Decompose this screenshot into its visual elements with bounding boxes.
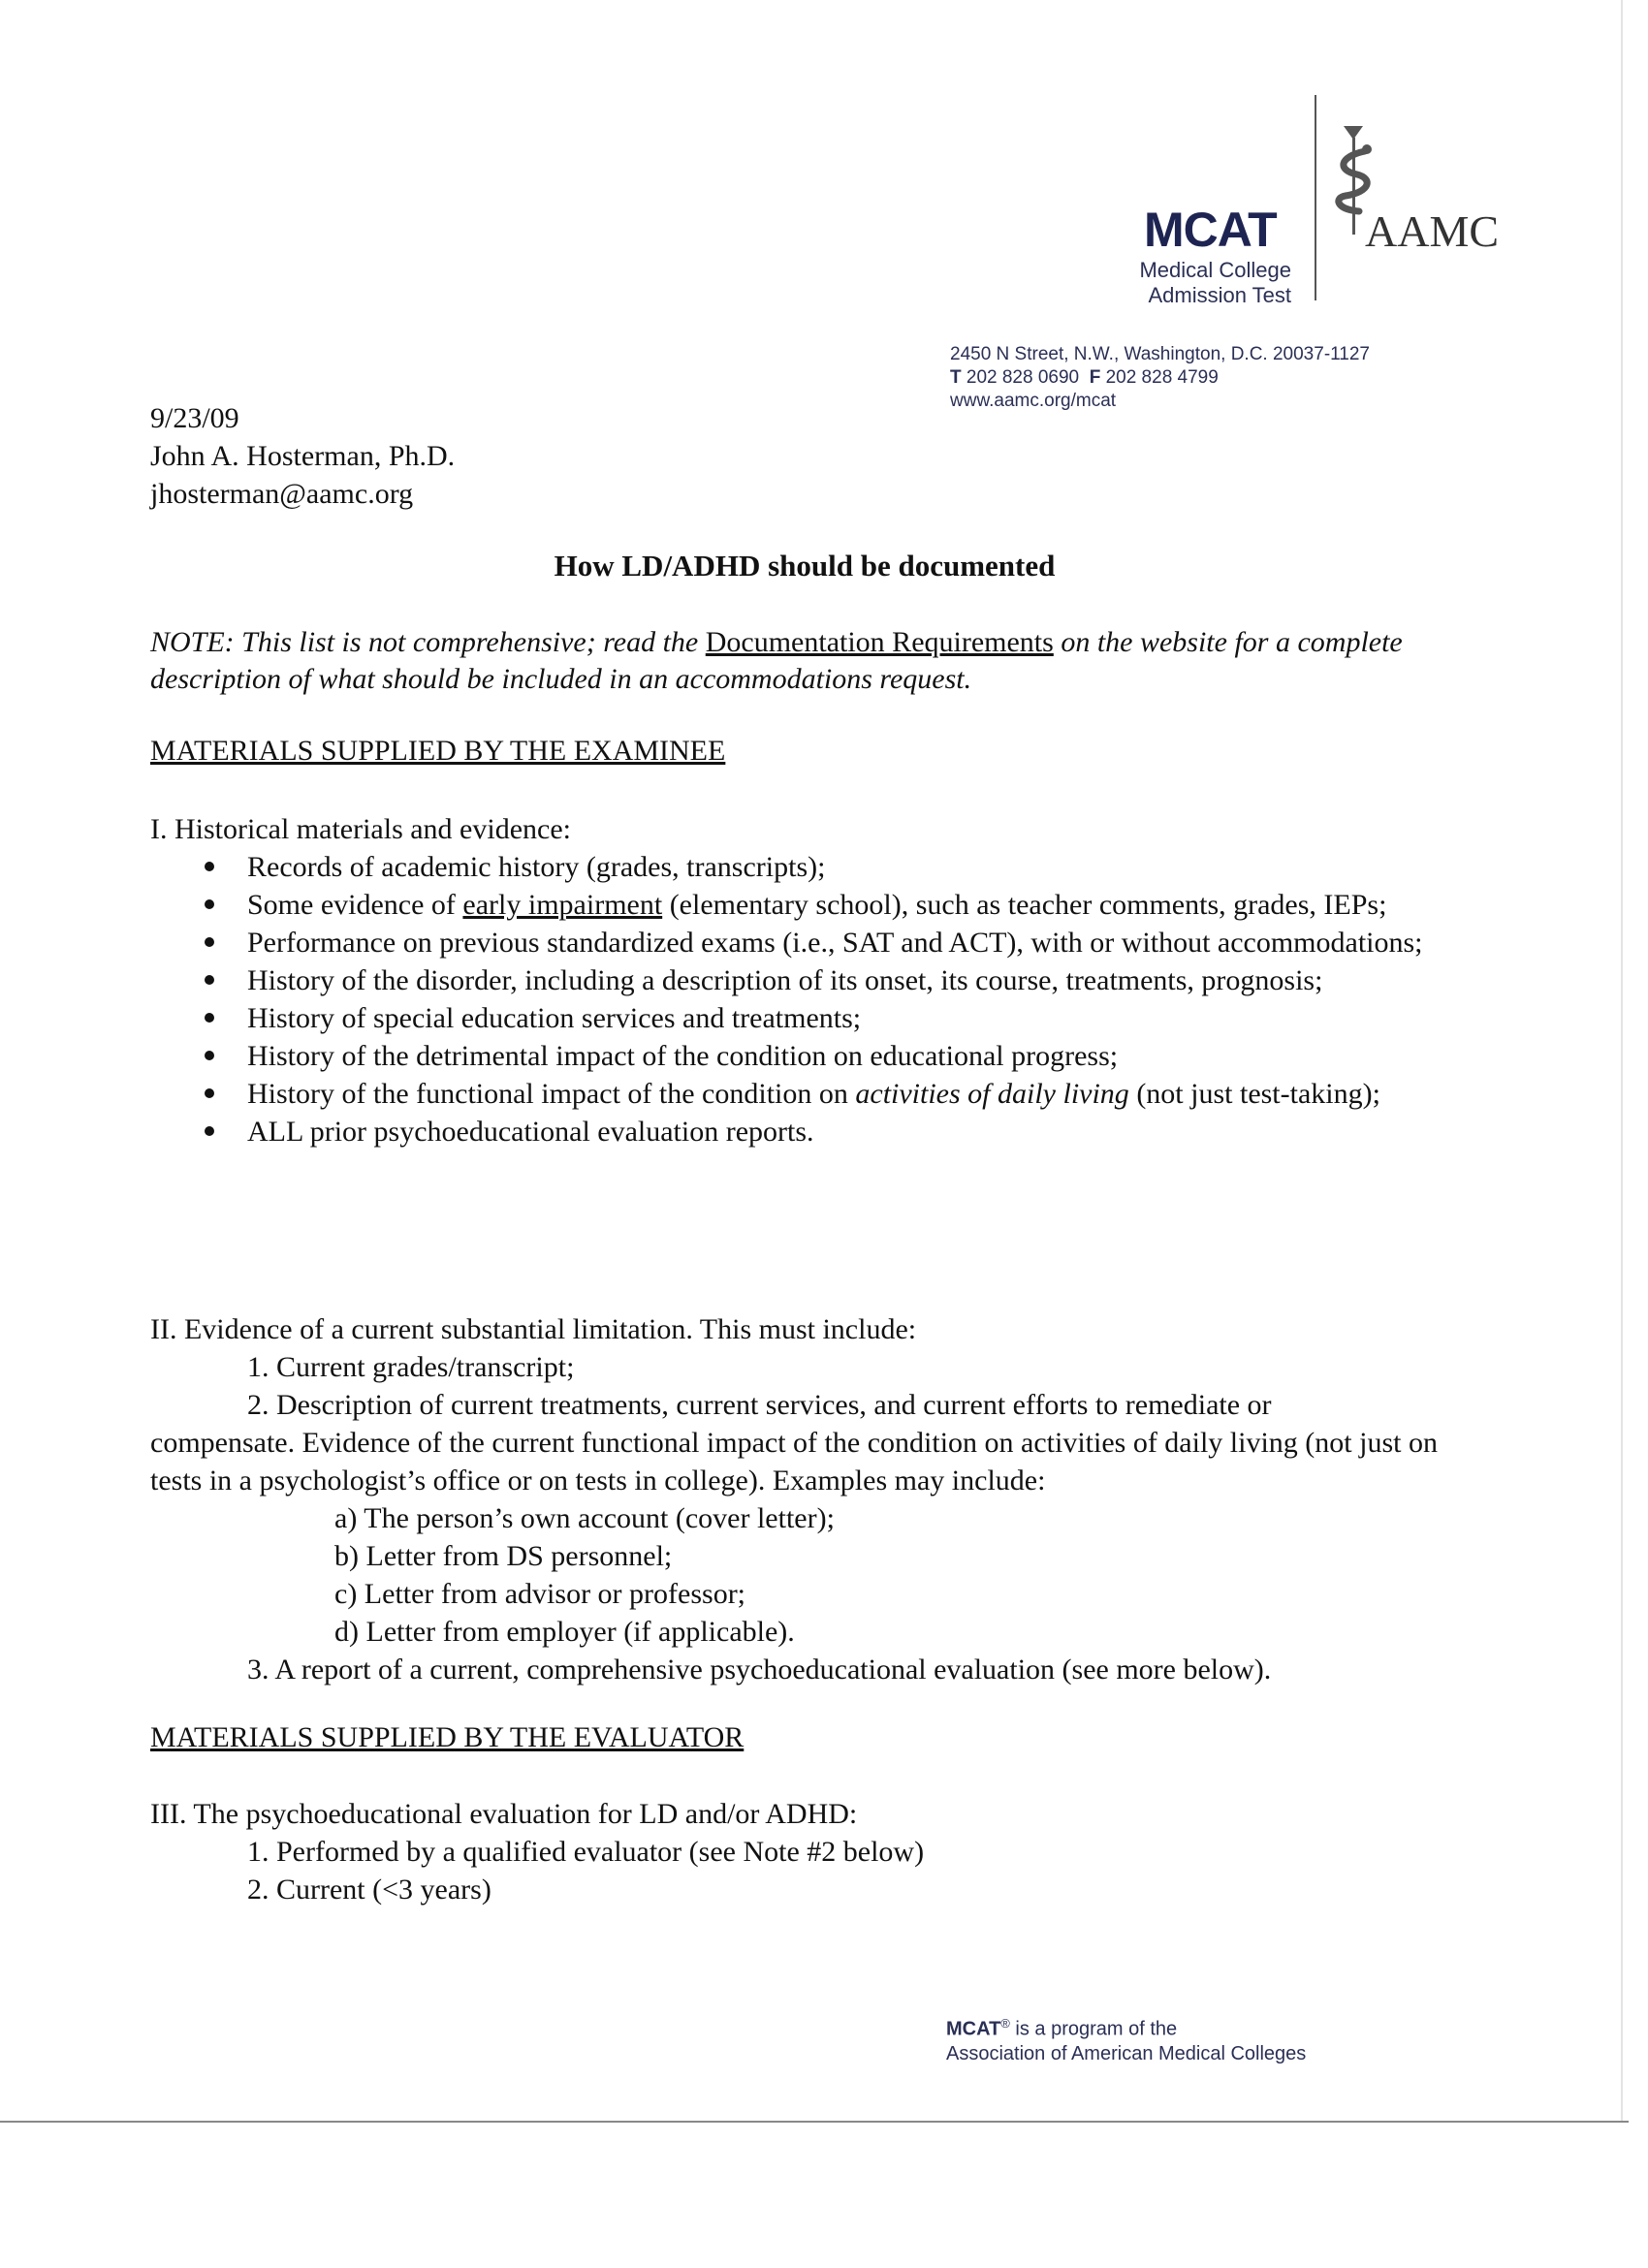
section-heading-examinee: MATERIALS SUPPLIED BY THE EXAMINEE [150, 735, 726, 767]
footer-mcat: MCAT [946, 2018, 1001, 2040]
note-paragraph [150, 624, 1469, 698]
list-item [150, 886, 1507, 924]
logo-divider [1315, 95, 1316, 300]
mcat-subtitle [1066, 258, 1291, 308]
example-d: d) Letter from employer (if applicable). [334, 1616, 795, 1648]
fax-number: 202 828 4799 [1105, 367, 1219, 388]
bullet-text: (elementary school), such as teacher comments, grades, IEPs; [662, 889, 1387, 921]
example-b: b) Letter from DS personnel; [334, 1540, 673, 1572]
list-item [150, 1075, 1507, 1113]
current-limitation-block [150, 1310, 1469, 1688]
sender-name: John A. Hosterman, Ph.D. [150, 440, 456, 472]
example-c: c) Letter from advisor or professor; [334, 1578, 746, 1610]
page-bottom-edge [0, 2121, 1629, 2123]
documentation-requirements-link[interactable]: Documentation Requirements [705, 626, 1054, 658]
bullet-text: History of the disorder, including a description of its onset, its course, treatments, prognosis; [247, 964, 1323, 996]
registered-mark: ® [1000, 2016, 1010, 2031]
mcat-logo-text: MCAT [1144, 203, 1277, 257]
list-item [150, 1037, 1507, 1075]
address-block [950, 343, 1370, 413]
footer-line2: Association of American Medical Colleges [946, 2042, 1307, 2064]
fax-label: F [1089, 367, 1101, 388]
list-item [150, 848, 1507, 886]
mcat-subtitle-line1: Medical College [1139, 258, 1291, 282]
letter-date: 9/23/09 [150, 402, 239, 434]
evaluation-block [150, 1795, 1507, 1908]
list-item [150, 999, 1507, 1037]
note-text-end: on the website for a complete description of what should be included in an accommodations request. [150, 626, 1403, 695]
bullet-text: Records of academic history (grades, transcripts); [247, 851, 826, 883]
street-address: 2450 N Street, N.W., Washington, D.C. 20037-1127 [950, 344, 1371, 364]
bullet-text: Performance on previous standardized exams (i.e., SAT and ACT), with or without accommodations; [247, 927, 1423, 959]
list-item [150, 961, 1507, 999]
note-text-start: NOTE: This list is not comprehensive; read the [150, 626, 706, 658]
list-item [150, 1113, 1507, 1150]
bullet-text: History of the detrimental impact of the condition on educational progress; [247, 1040, 1119, 1072]
historical-bullet-list [150, 848, 1507, 1150]
part-one-title: I. Historical materials and evidence: [150, 813, 571, 845]
part-two-item-2-continuation: compensate. Evidence of the current functional impact of the condition on activities of daily living (not just on tests in a psychologist’s office or on tests in college). Examples may include: [150, 1427, 1438, 1496]
footer-block [946, 2011, 1306, 2066]
early-impairment-link[interactable]: early impairment [462, 889, 663, 921]
part-two-item-1: 1. Current grades/transcript; [247, 1351, 575, 1383]
document-title: How LD/ADHD should be documented [554, 549, 1056, 583]
list-item [150, 924, 1507, 961]
bullet-text: History of special education services and treatments; [247, 1002, 862, 1034]
sender-email[interactable]: jhosterman@aamc.org [150, 478, 414, 510]
bullet-text: Some evidence of [247, 889, 463, 921]
section-heading-evaluator: MATERIALS SUPPLIED BY THE EVALUATOR [150, 1721, 745, 1753]
phone-number: 202 828 0690 [966, 367, 1080, 388]
aamc-logo-text: AAMC [1365, 206, 1500, 256]
part-three-title: III. The psychoeducational evaluation for LD and/or ADHD: [150, 1798, 858, 1830]
example-a: a) The person’s own account (cover letter); [334, 1502, 835, 1534]
footer-program-text: is a program of the [1009, 2018, 1178, 2040]
part-three-item-2: 2. Current (<3 years) [247, 1874, 491, 1906]
bullet-text: ALL prior psychoeducational evaluation reports. [247, 1116, 814, 1148]
page-right-edge [1621, 0, 1623, 2123]
historical-materials-block [150, 810, 1507, 1150]
part-two-item-2-first-line: 2. Description of current treatments, current services, and current efforts to remediate or [247, 1389, 1272, 1421]
website-link[interactable]: www.aamc.org/mcat [950, 391, 1117, 411]
part-two-title: II. Evidence of a current substantial limitation. This must include: [150, 1313, 917, 1345]
bullet-text: (not just test-taking); [1128, 1078, 1380, 1110]
part-two-item-3: 3. A report of a current, comprehensive psychoeducational evaluation (see more below). [247, 1654, 1272, 1685]
bullet-text: History of the functional impact of the condition on [247, 1078, 856, 1110]
mcat-subtitle-line2: Admission Test [1148, 283, 1291, 307]
part-three-item-1: 1. Performed by a qualified evaluator (see Note #2 below) [247, 1836, 925, 1868]
footer-line1 [946, 2011, 1306, 2042]
bullet-emphasis: activities of daily living [855, 1078, 1129, 1110]
sender-block [150, 399, 455, 513]
phone-fax-line [950, 366, 1370, 390]
phone-label: T [950, 367, 962, 388]
